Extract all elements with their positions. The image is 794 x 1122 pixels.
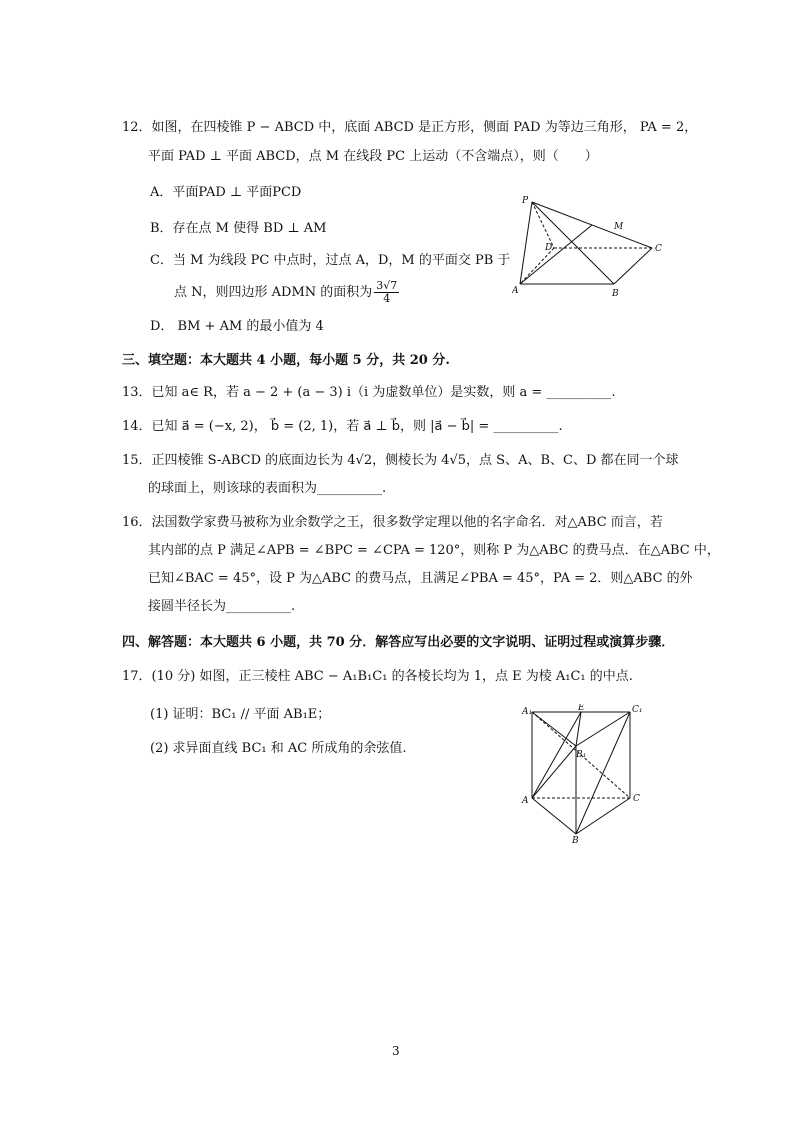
label-C1: C₁ (632, 705, 643, 715)
q12-option-d: D． BM + AM 的最小值为 4 (150, 319, 324, 334)
q12-stem-line1: 12．如图，在四棱锥 P − ABCD 中，底面 ABCD 是正方形，侧面 PAD 为等边三角形， PA = 2， (122, 120, 698, 135)
fraction-denominator: 4 (383, 292, 391, 305)
q12-stem-line2: 平面 PAD ⊥ 平面 ABCD，点 M 在线段 PC 上运动（不含端点），则（ ） (148, 149, 598, 164)
q12-option-a: A．平面PAD ⊥ 平面PCD (150, 185, 302, 200)
q16-line4: 接圆半径长为__________. (148, 599, 296, 614)
label-A: A (522, 796, 529, 806)
section-3-heading: 三、填空题：本大题共 4 小题，每小题 5 分，共 20 分. (122, 353, 450, 368)
q12-area-fraction (374, 280, 399, 305)
label-M: M (614, 222, 624, 232)
label-B1: B₁ (576, 750, 587, 760)
label-C: C (633, 794, 640, 804)
q17-part1: (1) 证明：BC₁ // 平面 AB₁E； (150, 707, 331, 722)
page-number: 3 (392, 1044, 400, 1058)
label-D: D (545, 243, 553, 253)
prism-figure (516, 704, 646, 844)
label-P: P (522, 196, 529, 206)
q15-line2: 的球面上，则该球的表面积为__________. (148, 481, 387, 496)
q12-option-c-text: 点 N，则四边形 ADMN 的面积为 (174, 285, 373, 300)
q17-part2: (2) 求异面直线 BC₁ 和 AC 所成角的余弦值. (150, 741, 407, 756)
label-A: A (512, 286, 519, 296)
q14: 14．已知 a⃗ = (−x, 2)， b⃗ = (2, 1)，若 a⃗ ⊥ b⃗，则 |a⃗ − b⃗| = __________. (122, 419, 563, 434)
fraction-numerator: 3√7 (376, 279, 398, 292)
label-A1: A₁ (522, 707, 533, 717)
label-B: B (572, 836, 579, 844)
q16-line2: 其内部的点 P 满足∠APB = ∠BPC = ∠CPA = 120°，则称 P 为△ABC 的费马点．在△ABC 中， (148, 543, 720, 558)
q16-line1: 16．法国数学家费马被称为业余数学之王，很多数学定理以他的名字命名．对△ABC 而言，若 (122, 515, 663, 530)
q13: 13．已知 a∈ R，若 a − 2 + (a − 3) i（i 为虚数单位）是实数，则 a = __________. (122, 385, 616, 400)
q15-line1: 15．正四棱锥 S-ABCD 的底面边长为 4√2，侧棱长为 4√5，点 S、A、B、C、D 都在同一个球 (122, 453, 679, 468)
section-4-heading: 四、解答题：本大题共 6 小题，共 70 分．解答应写出必要的文字说明、证明过程或演算步骤． (122, 635, 675, 650)
q12-option-c-line2 (174, 279, 401, 307)
label-E: E (578, 704, 585, 713)
q12-option-b: B．存在点 M 使得 BD ⊥ AM (150, 221, 327, 236)
q17-stem: 17．(10 分) 如图，正三棱柱 ABC − A₁B₁C₁ 的各棱长均为 1，点 E 为棱 A₁C₁ 的中点. (122, 669, 633, 684)
q12-option-c-line1: C．当 M 为线段 PC 中点时，过点 A，D，M 的平面交 PB 于 (150, 253, 511, 268)
pyramid-figure (512, 192, 662, 302)
label-B: B (612, 289, 619, 299)
label-C: C (655, 244, 662, 254)
q16-line3: 已知∠BAC = 45°，设 P 为△ABC 的费马点，且满足∠PBA = 45°，PA = 2．则△ABC 的外 (148, 571, 693, 586)
